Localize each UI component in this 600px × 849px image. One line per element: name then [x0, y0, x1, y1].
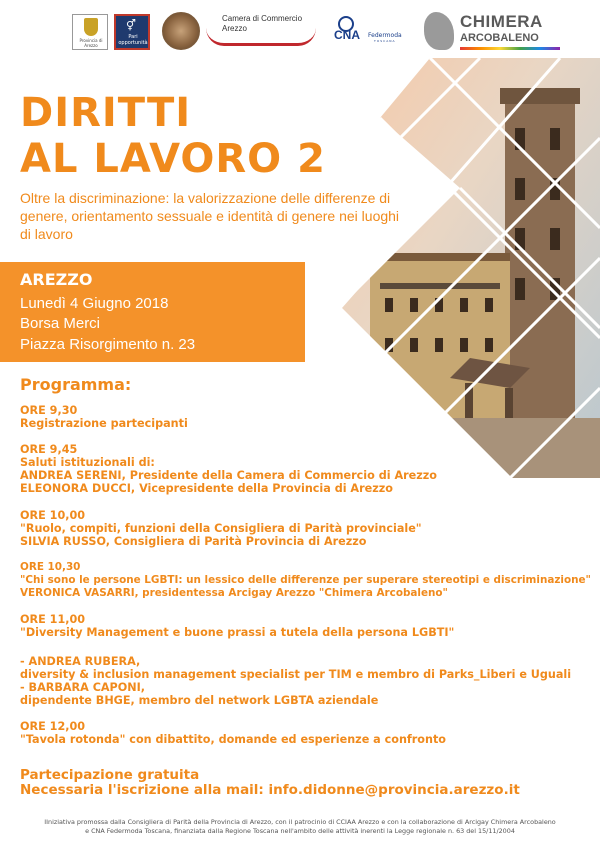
program-item: [20, 509, 422, 548]
program-heading: Programma:: [20, 375, 132, 394]
title-line1: DIRITTI: [20, 90, 192, 136]
program-line: VERONICA VASARRI, presidentessa Arcigay Arezzo "Chimera Arcobaleno": [20, 587, 448, 599]
program-speaker: - BARBARA CAPONI,: [20, 681, 146, 694]
program-line: "Diversity Management e buone prassi a tutela della persona LGBTI": [20, 626, 455, 639]
program-time: ORE 9,30: [20, 404, 78, 417]
chimera-logo-line1: CHIMERA: [460, 12, 543, 31]
program-item: [20, 720, 446, 746]
pari-opportunita-logo-text: Pari opportunità: [118, 34, 148, 46]
cciaa-logo-line1: Camera di Commercio: [222, 14, 303, 23]
crest-icon: [84, 18, 98, 36]
page-title: [20, 90, 326, 182]
participation-free: Partecipazione gratuita: [20, 767, 200, 783]
title-line2: AL LAVORO 2: [20, 136, 326, 182]
program-line: "Chi sono le persone LGBTI: un lessico delle differenze per superare stereotipi e discriminazione": [20, 574, 591, 586]
program-item: [20, 443, 437, 495]
program-time: ORE 10,30: [20, 561, 81, 573]
diamond-photo: [330, 58, 600, 478]
program-line: ANDREA SERENI, Presidente della Camera di Commercio di Arezzo: [20, 469, 437, 482]
fine-print-line1: IIniziativa promossa dalla Consigliera di Parità della Provincia di Arezzo, con il patrocinio di CCIAA Arezzo e con la collaborazione di Arcigay Chimera Arcobaleno: [44, 818, 556, 826]
chimera-logo-line2: ARCOBALENO: [460, 32, 539, 44]
program-time: ORE 11,00: [20, 613, 86, 626]
program-line: dipendente BHGE, membro del network LGBTA aziendale: [20, 694, 379, 707]
program-item: [20, 561, 591, 600]
program-line: Saluti istituzionali di:: [20, 456, 155, 469]
swoosh-icon: [206, 28, 316, 46]
cna-logo: [334, 16, 404, 50]
event-info-band: [0, 262, 305, 362]
logo-row: [0, 10, 600, 60]
program-time: ORE 12,00: [20, 720, 86, 733]
provincia-logo: [72, 14, 108, 50]
equality-icon: ⚥: [126, 19, 136, 32]
program-item: [20, 613, 454, 639]
cciaa-logo: [206, 14, 316, 50]
program-line: diversity & inclusion management specialist per TIM e membro di Parks_Liberi e Uguali: [20, 668, 572, 681]
provincia-logo-text: Provincia di Arezzo: [79, 38, 103, 48]
program-line: "Tavola rotonda" con dibattito, domande ed esperienze a confronto: [20, 733, 446, 746]
pari-opportunita-logo: [114, 14, 150, 50]
program-line: Registrazione partecipanti: [20, 417, 188, 430]
cciaa-logo-line2: Arezzo: [222, 24, 247, 33]
registration-info: [20, 768, 520, 798]
cna-federmoda-text: Federmoda: [368, 32, 402, 39]
arezzo-photo-collage: [330, 58, 600, 478]
event-address: Piazza Risorgimento n. 23: [20, 336, 196, 353]
event-place: Borsa Merci: [20, 315, 101, 332]
event-date: Lunedì 4 Giugno 2018: [20, 295, 169, 312]
cna-logo-text: CNA: [334, 28, 360, 42]
program-time: ORE 10,00: [20, 509, 86, 522]
chimera-logo: [420, 10, 580, 56]
chimera-icon: [424, 12, 454, 50]
program-item: [20, 655, 571, 707]
program-time: ORE 9,45: [20, 443, 78, 456]
event-city: AREZZO: [20, 270, 93, 289]
rainbow-bar: [460, 47, 560, 50]
fine-print-line2: e CNA Federmoda Toscana, finanziata dalla Regione Toscana nell'ambito delle attività inerenti la Legge regionale n. 63 del 15/11/2004: [85, 827, 515, 835]
program-line: "Ruolo, compiti, funzioni della Consigliera di Parità provinciale": [20, 522, 422, 535]
program-item: [20, 404, 188, 430]
cna-region-text: TOSCANA: [374, 39, 396, 43]
program-line: SILVIA RUSSO, Consigliera di Parità Provincia di Arezzo: [20, 535, 367, 548]
seal-logo: [162, 12, 200, 50]
subtitle: Oltre la discriminazione: la valorizzazione delle differenze di genere, orientamento sessuale e identità di genere nei luoghi di lavoro: [20, 190, 400, 242]
registration-email[interactable]: Necessaria l'iscrizione alla mail: info.didonne@provincia.arezzo.it: [20, 782, 520, 798]
program-speaker: - ANDREA RUBERA,: [20, 655, 141, 668]
program-line: ELEONORA DUCCI, Vicepresidente della Provincia di Arezzo: [20, 482, 393, 495]
fine-print: [10, 818, 590, 836]
